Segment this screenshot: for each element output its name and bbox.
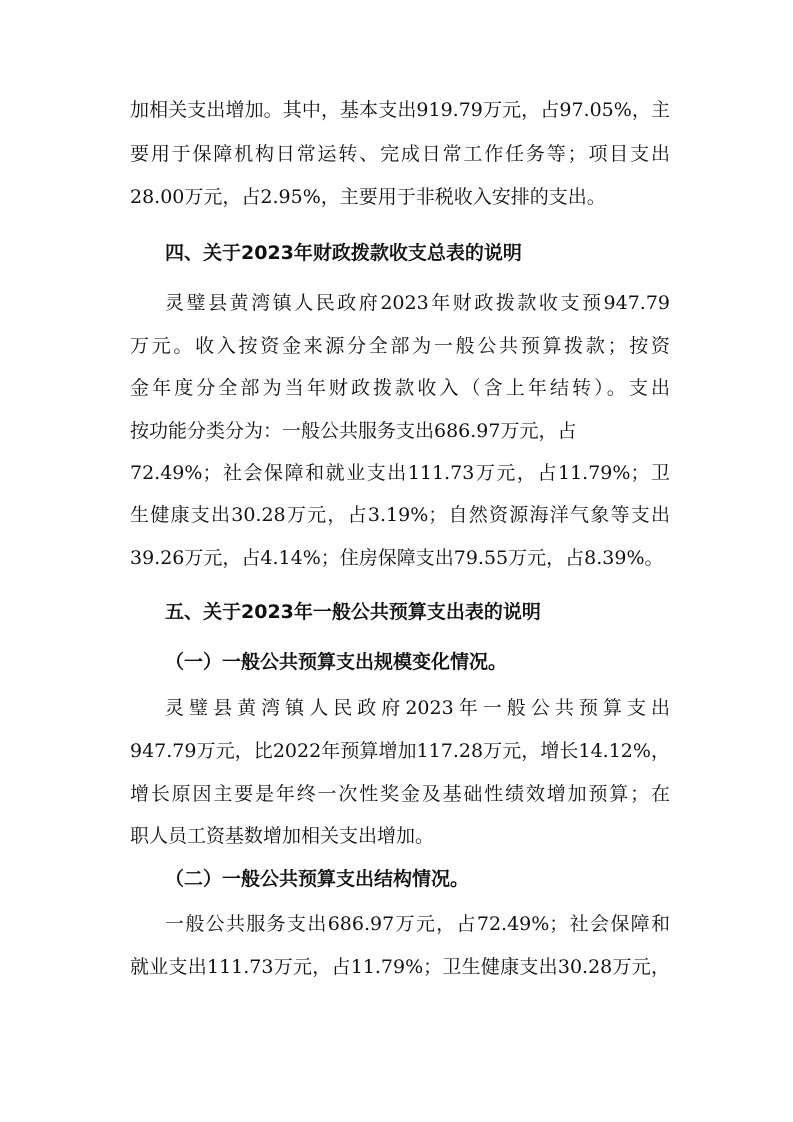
paragraph-line: 就业支出111.73万元，占11.79%；卫生健康支出30.28万元，	[130, 956, 670, 978]
paragraph-line: 金年度分全部为当年财政拨款收入（含上年结转）。支出	[130, 377, 670, 399]
paragraph-line: 要用于保障机构日常运转、完成日常工作任务等；项目支出	[130, 143, 670, 165]
paragraph-line: 28.00万元，占2.95%，主要用于非税收入安排的支出。	[130, 186, 606, 208]
subsection-heading: （二）一般公共预算支出结构情况。	[165, 868, 470, 890]
paragraph-line: 灵璧县黄湾镇人民政府2023年财政拨款收支预947.79	[165, 292, 670, 314]
paragraph-line: 增长原因主要是年终一次性奖金及基础性绩效增加预算；在	[130, 783, 670, 805]
section-heading: 四、关于2023年财政拨款收支总表的说明	[165, 242, 522, 264]
paragraph-line: 39.26万元，占4.14%；住房保障支出79.55万元，占8.39%。	[130, 547, 664, 569]
paragraph-line: 947.79万元，比2022年预算增加117.28万元，增长14.12%，	[130, 740, 670, 762]
paragraph-line: 加相关支出增加。其中，基本支出919.79万元，占97.05%，主	[130, 99, 670, 121]
subsection-heading: （一）一般公共预算支出规模变化情况。	[165, 651, 508, 673]
paragraph-line: 一般公共服务支出686.97万元，占72.49%；社会保障和	[165, 913, 670, 935]
paragraph-line: 按功能分类分为：一般公共服务支出686.97万元，占	[130, 420, 577, 442]
paragraph-line: 灵璧县黄湾镇人民政府2023年一般公共预算支出	[165, 697, 670, 719]
section-heading: 五、关于2023年一般公共预算支出表的说明	[165, 601, 541, 623]
paragraph-line: 职人员工资基数增加相关支出增加。	[130, 825, 435, 847]
paragraph-line: 生健康支出30.28万元，占3.19%；自然资源海洋气象等支出	[130, 504, 670, 526]
paragraph-line: 72.49%；社会保障和就业支出111.73万元，占11.79%；卫	[130, 462, 670, 484]
paragraph-line: 万元。收入按资金来源分全部为一般公共预算拨款；按资	[130, 335, 670, 357]
